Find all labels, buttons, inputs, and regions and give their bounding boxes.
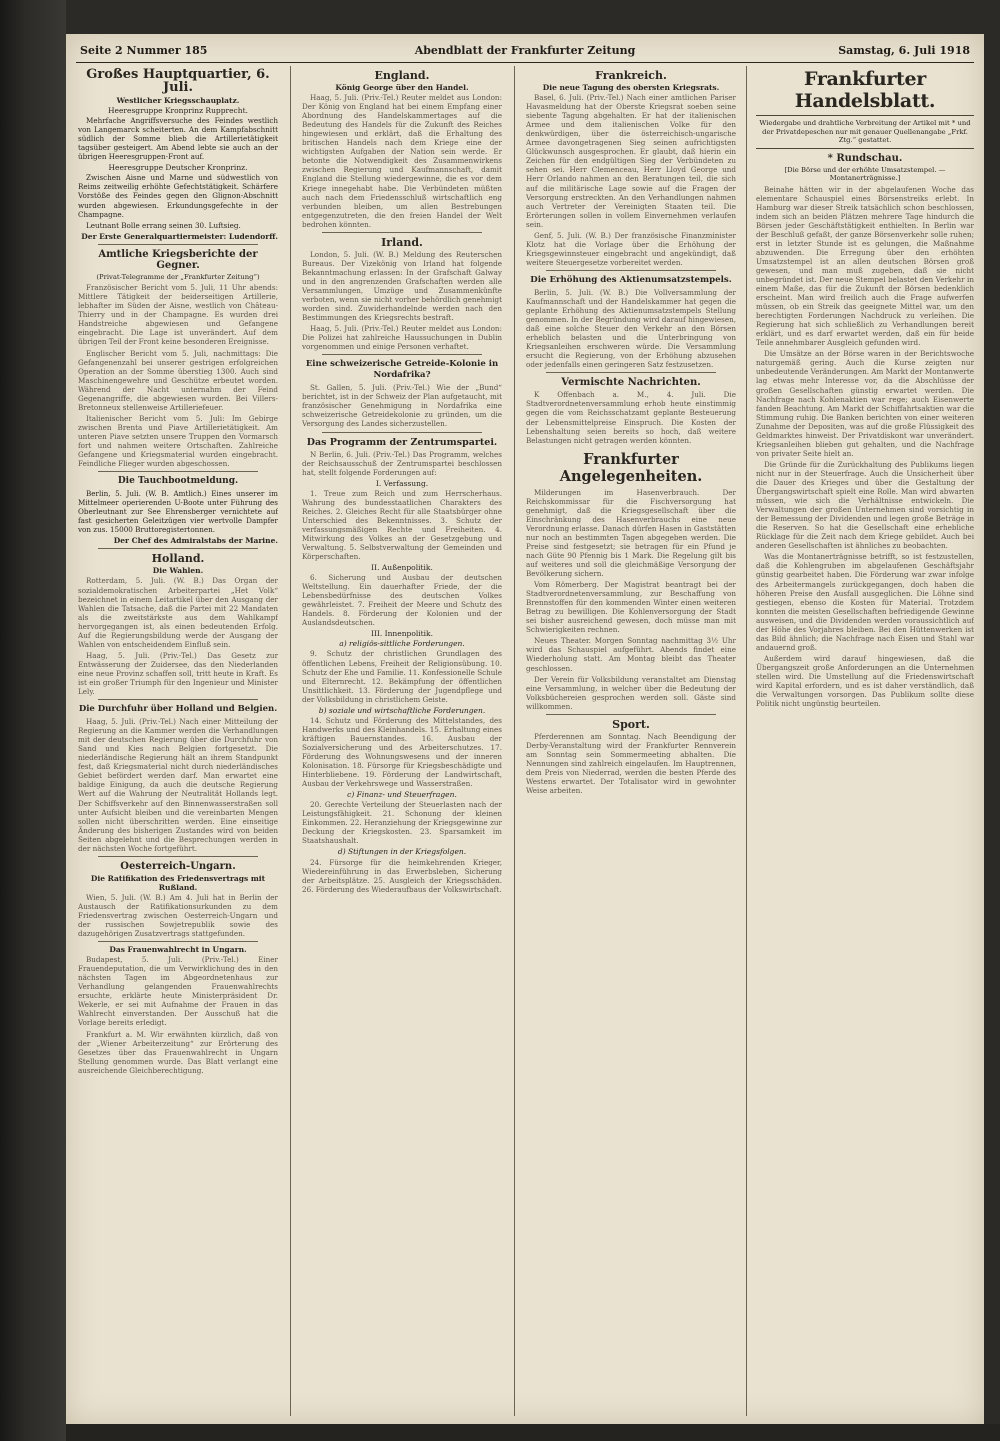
book-binding: [0, 0, 66, 1441]
section-subhead: Heeresgruppe Kronprinz Rupprecht.: [108, 106, 248, 116]
article-headline: Oesterreich-Ungarn.: [120, 860, 236, 872]
article-headline: Holland.: [151, 552, 205, 566]
column-4: [756, 66, 974, 1416]
article-text: Rotterdam, 5. Juli. (W. B.) Das Organ der sozialdemokratischen Arbeiterpartei „Het Volk“ bezeichnet in einem Leitartikel über den Ausgang der Wahlen die Tatsache, daß die Partei mit 22 Mandaten als die zweitstärkste aus dem Wahlkampf hervorgegangen ist, als einen bedeutenden Erfolg. Auf die Regierungsbildung werde der Ausgang der Wahlen von entscheidendem Einfluß sein.: [78, 576, 278, 649]
signature: Der Erste Generalquartiermeister: Ludendorff.: [81, 231, 278, 241]
section-subhead: b) soziale und wirtschaftliche Forderungen.: [318, 705, 486, 715]
article-text: Englischer Bericht vom 5. Juli, nachmittags: Die Gefangenenzahl bei unserer gestrigen erfolgreichen Operation an der Somme überstieg 1300. Auch sind Maschinengewehre und Geschütze erbeutet worden. Während der Nacht unternahm der Feind Gegenangriffe, die abgewiesen wurden. Bei Villers-Bretonneux stellenweise Artilleriefeuer.: [78, 348, 278, 412]
article-text: Die Umsätze an der Börse waren in der Berichtswoche naturgemäß gering. Auch die Kurse zeigten nur unbedeutende Veränderungen. Am Markt der Montanwerte lag etwas mehr Interesse vor, da die Abschlüsse der großen Gesellschaften günstig erwartet werden. Die Nachfrage nach Kohlenaktien war rege; auch Eisenwerte fanden Beachtung. Am Markt der Schiffahrtsaktien war die Stimmung ruhig. Die Banken berichten von einer weiteren Zunahme der Depositen, was auf die große Flüssigkeit des Geldmarktes hinweist. Der Privatdiskont war unverändert. Kriegsanleihen blieben gut gehalten, und die Nachfrage von privater Seite hielt an.: [756, 349, 974, 458]
section-subhead: Heeresgruppe Deutscher Kronprinz.: [108, 163, 248, 173]
divider: [98, 244, 258, 245]
article-headline: * Rundschau.: [827, 152, 903, 164]
article-headline: Die Tauchbootmeldung.: [117, 476, 239, 487]
article-subhead: (Privat-Telegramme der „Frankfurter Zeitung“): [96, 272, 260, 281]
newspaper-page: [66, 34, 984, 1424]
article-text: Wien, 5. Juli. (W. B.) Am 4. Juli hat in Berlin der Austausch der Ratifikationsurkunden zu dem Friedensvertrag zwischen Oesterreich-Ungarn und der russischen Sowjetrepublik sowie des dazugehörigen Zusatzvertrags stattgefunden.: [78, 892, 278, 939]
divider: [546, 714, 716, 715]
article-headline: Eine schweizerische Getreide-Kolonie in Nordafrika?: [305, 359, 499, 381]
article-text: 1. Treue zum Reich und zum Herrscherhaus. Wahrung des bundesstaatlichen Charakters des Reiches. 2. Gleiches Recht für alle Staatsbürger ohne Unterschied des Bekenntnisses. 3. Schutz der verfassungsmäßigen Rechte und Freiheiten. 4. Mitwirkung des Volkes an der Gesetzgebung und Verwaltung. 5. Selbstverwaltung der Gemeinden und Körperschaften.: [302, 488, 502, 562]
article-headline: Irland.: [381, 235, 423, 249]
section-subhead: Die Wahlen.: [152, 566, 204, 576]
section-subhead: Die Ratifikation des Friedensvertrags mit Rußland.: [90, 873, 266, 892]
article-text: Milderungen im Hasenverbrauch. Der Reichskommissar für die Fischversorgung hat genehmigt, daß die Kriegsgesellschaft über die Einschränkung des Hasenverbrauchs eine neue Verordnung erlasse. Danach dürfen Hasen in Gaststätten nur noch an bestimmten Tagen abgegeben werden. Die Preise sind festgesetzt; sie betragen für ein Pfund je nach Güte 90 Pfennig bis 1 Mark. Die Regelung gilt bis auf weiteres und soll die gleichmäßige Versorgung der Bevölkerung sichern.: [526, 487, 736, 579]
divider: [546, 372, 716, 373]
signature: Der Chef des Admiralstabs der Marine.: [113, 536, 278, 546]
article-text: Haag, 5. Juli. (Priv.-Tel.) Reuter meldet aus London: Der König von England hat bei einem Empfang einer Abordnung des Handelskammertages auf die Bedeutung des Handels für die Zukunft des Reiches hingewiesen und erklärt, daß die Erhaltung des britischen Handels nach dem Kriege eine der wichtigsten Aufgaben der Nation sein werde. Er betonte die Notwendigkeit des Zusammenwirkens zwischen Regierung und Kaufmannschaft, damit England die Stellung wiedergewinne, die es vor dem Kriege innegehabt habe. Die Verbündeten müßten auch nach dem Friedensschluß wirtschaftlich eng verbunden bleiben, um allen Bestrebungen entgegenzutreten, die den freien Handel der Welt bedrohen könnten.: [302, 93, 502, 229]
divider: [322, 354, 482, 355]
divider: [756, 148, 974, 149]
section-subhead: d) Stiftungen in der Kriegsfolgen.: [337, 847, 467, 857]
article-text: Beinahe hätten wir in der abgelaufenen Woche das elementare Schauspiel eines Börsenstreiks erlebt. In Hamburg war dieser Streik tatsächlich schon beschlossen, indem sich an beiden Plätzen mehrere Tage hindurch die Börsen jeder Geschäftstätigkeit enthielten. In Berlin war der Beschluß gefaßt, der ganze Börsenverkehr solle ruhen; erst in letzter Stunde ist es gelungen, die Maßnahme abzuwenden. Die Erregung über den erhöhten Umsatzstempel ist an allen deutschen Börsen groß gewesen, und man muß zugeben, daß sie nicht unbegründet ist. Der neue Stempel belastet den Verkehr in einem Maße, das für die Zukunft der Börsen bedenklich erscheint. Man wird freilich auch die Frage aufwerfen müssen, ob ein Streik das geeignete Mittel war, um den berechtigten Forderungen Nachdruck zu verleihen. Die Regierung hat sich schließlich zu Verhandlungen bereit erklärt, und es darf erwartet werden, daß ein für beide Teile annehmbarer Ausgleich gefunden wird.: [756, 184, 974, 348]
divider: [322, 232, 482, 233]
article-headline: Die Erhöhung des Aktienumsatzstempels.: [530, 274, 732, 285]
section-subhead: Die neue Tagung des obersten Kriegsrats.: [542, 83, 720, 92]
article-text: N Berlin, 6. Juli. (Priv.-Tel.) Das Programm, welches der Reichsausschuß der Zentrumspartei beschlossen hat, stellt folgende Forderungen auf:: [302, 449, 502, 477]
masthead: Abendblatt der Frankfurter Zeitung: [414, 44, 636, 57]
issue-date: Samstag, 6. Juli 1918: [838, 44, 970, 57]
article-text: Frankfurt a. M. Wir erwähnten kürzlich, daß von der „Wiener Arbeiterzeitung“ zur Erörterung des Gesetzes über das Frauenwahlrecht in Ungarn Stellung genommen wurde. Das Blatt verlangt eine ausreichende Gleichberechtigung.: [78, 1029, 278, 1075]
article-headline: Sport.: [612, 717, 650, 731]
page-number: Seite 2 Nummer 185: [80, 44, 208, 57]
article-text: Basel, 6. Juli. (Priv.-Tel.) Nach einer amtlichen Pariser Havasmeldung hat der Oberste Kriegsrat soeben seine siebente Tagung abgehalten. Er hat der italienischen Armee und dem italienischen Volke für den denkwürdigen, über die österreichisch-ungarische Armee davongetragenen Sieg seinen aufrichtigsten Glückwunsch ausgesprochen. Er glaubt, daß hierin ein Zeichen für den endgültigen Sieg der Verbündeten zu sehen sei. Herr Clemenceau, Herr Lloyd George und Herr Orlando nahmen an den Beratungen teil, die sich auf die militärische Lage sowie auf die Fragen der Versorgung erstreckten. An den Verhandlungen nahmen auch Vertreter der Vereinigten Staaten teil. Die Erörterungen sollen in vollem Einvernehmen verlaufen sein.: [526, 93, 736, 229]
article-headline: Amtliche Kriegsberichte der Gegner.: [98, 248, 258, 271]
article-text: 6. Sicherung und Ausbau der deutschen Weltstellung. Ein dauerhafter Friede, der die Lebensbedürfnisse des deutschen Volkes gewährleistet. 7. Freiheit der Meere und Schutz des Handels. 8. Förderung der Kolonien und der Auslandsdeutschen.: [302, 573, 502, 628]
divider: [98, 471, 258, 472]
article-text: Leutnant Bolle errang seinen 30. Luftsieg.: [86, 220, 241, 230]
article-text: 24. Fürsorge für die heimkehrenden Krieger, Wiedereinführung in das Erwerbsleben, Sicherung der Arbeitsplätze. 25. Ausgleich der Kriegsschäden. 26. Förderung des Wiederaufbaus der Volkswirtschaft.: [302, 857, 502, 894]
article-text: K Offenbach a. M., 4. Juli. Die Stadtverordnetenversammlung erhob heute einstimmig gegen die vom Reichsschatzamt geplante Besteuerung der Lebensmittelpreise Einspruch. Die Kosten der Lebenshaltung seien bereits so hoch, daß weitere Belastungen nicht getragen werden könnten.: [526, 390, 736, 445]
divider: [756, 115, 974, 116]
article-text: 9. Schutz der christlichen Grundlagen des öffentlichen Lebens, Freiheit der Religionsübung. 10. Schutz der Ehe und Familie. 11. Konfessionelle Schule und Elternrecht. 12. Bekämpfung der öffentlichen Unsittlichkeit. 13. Förderung der Jugendpflege und der Volksbildung in christlichem Geiste.: [302, 649, 502, 704]
section-subhead: Westlicher Kriegsschauplatz.: [116, 96, 240, 105]
section-subhead: a) religiös-sittliche Forderungen.: [339, 639, 465, 649]
article-text: Berlin, 5. Juli. (W. B. Amtlich.) Eines unserer im Mittelmeer operierenden U-Boote unter Führung des Oberleutnant zur See Ehrensberger vernichtete auf fast gesicherten Geleitzügen vier wertvolle Dampfer von zus. 15000 Bruttoregistertonnen.: [78, 489, 278, 535]
copyright-note: Wiedergabe und drahtliche Verbreitung der Artikel mit * und der Privatdepeschen nur mit genauer Quellenangabe „Frkf. Ztg.“ gestattet.: [759, 119, 971, 144]
article-text: Mehrfache Angriffsversuche des Feindes westlich von Langemarck scheiterten. An dem Kampfabschnitt südlich der Somme blieb die Artillerietätigkeit tagsüber gesteigert. Am Abend lebte sie auch an der übrigen Heeresgruppen-Front auf.: [78, 116, 278, 162]
article-text: Haag, 5. Juli. (Priv.-Tel.) Reuter meldet aus London: Die Polizei hat zahlreiche Haussuchungen in Dublin vorgenommen und einige Personen verhaftet.: [302, 324, 502, 352]
article-text: Haag, 5. Juli. (Priv.-Tel.) Nach einer Mitteilung der Regierung an die Kammer werden die Verhandlungen mit der deutschen Regierung über die Durchfuhr von Sand und Kies nach Belgien fortgesetzt. Die niederländische Regierung hält an ihrem Standpunkt fest, daß Kriegsmaterial nicht durch niederländisches Gebiet befördert werden darf. Man erwartet eine baldige Einigung, da auch die deutsche Regierung Wert auf die Wahrung der Neutralität Hollands legt. Der Schiffsverkehr auf den Binnenwasserstraßen soll unter Aufsicht bleiben und die vereinbarten Mengen sollen nicht überschritten werden. Eine einseitige Änderung des bisherigen Zustandes wird von beiden Seiten abgelehnt und die Besprechungen werden in der nächsten Woche fortgeführt.: [78, 717, 278, 853]
article-text: Außerdem wird darauf hingewiesen, daß die Übergangszeit große Anforderungen an die Unternehmen stellen wird. Die Umstellung auf die Friedenswirtschaft wird Kapital erfordern, und es ist daher verständlich, daß die Verwaltungen vorsorgen. Das Publikum sollte diese Politik nicht ungünstig beurteilen.: [756, 653, 974, 709]
article-text: Zwischen Aisne und Marne und südwestlich von Reims zeitweilig erhöhte Gefechtstätigkeit. Schärfere Vorstöße des Feindes gegen den Glignon-Abschnitt wurden abgewiesen. Erkundungsgefechte in der Champagne.: [78, 173, 278, 219]
article-text: Genf, 5. Juli. (W. B.) Der französische Finanzminister Klotz hat die Vorlage über die Erhöhung der Kriegsgewinnsteuer eingebracht und angekündigt, daß weitere Steuergesetze vorbereitet werden.: [526, 230, 736, 267]
column-3: [526, 66, 736, 1416]
section-subhead: Das Frauenwahlrecht in Ungarn.: [109, 945, 247, 955]
article-text: Budapest, 5. Juli. (Priv.-Tel.) Einer Frauendeputation, die um Verwirklichung des in den nächsten Tagen im Abgeordnetenhaus zur Verhandlung gelangenden Frauenwahlrechts ersuchte, erklärte heute Ministerpräsident Dr. Wekerle, er sei mit Aufnahme der Frauen in das Wahlrecht einverstanden. Der Ausschuß hat die Vorlage bereits erledigt.: [78, 955, 278, 1028]
article-text: Was die Montanerträgnisse betrifft, so ist festzustellen, daß die Kohlengruben im abgelaufenen Geschäftsjahr günstig gearbeitet haben. Die Förderung war zwar infolge des Arbeitermangels zurückgegangen, doch haben die höheren Preise den Ausfall ausgeglichen. Die Löhne sind gestiegen, ebenso die Kosten für Material. Trotzdem konnten die meisten Gesellschaften befriedigende Gewinne ausweisen, und die Dividenden werden voraussichtlich auf der Höhe des Vorjahres bleiben. Bei den Hüttenwerken ist das Bild ähnlich; die Nachfrage nach Eisen und Stahl war andauernd groß.: [756, 552, 974, 652]
section-headline: Frankfurter Angelegenheiten.: [559, 450, 703, 485]
article-headline: Das Programm der Zentrumspartei.: [306, 436, 498, 448]
article-headline: Großes Hauptquartier, 6. Juli.: [86, 67, 270, 95]
column-rule: [514, 66, 515, 1416]
article-headline: England.: [374, 69, 430, 82]
article-headline: Vermischte Nachrichten.: [561, 377, 701, 389]
column-rule: [746, 66, 747, 1416]
article-text: Haag, 5. Juli. (Priv.-Tel.) Das Gesetz zur Entwässerung der Zuidersee, das den Niederlanden eine neue Provinz schaffen soll, tritt heute in Kraft. Es ist ein großer Triumph für den Ingenieur und Minister Lely.: [78, 650, 278, 697]
article-text: Italienischer Bericht vom 5. Juli: Im Gebirge zwischen Brenta und Piave Artillerietätigkeit. Am unteren Piave setzten unsere Truppen den Vormarsch fort und nahmen weitere Ortschaften. Zahlreiche Gefangene und Kriegsmaterial wurden eingebracht. Feindliche Flieger wurden abgeschossen.: [78, 413, 278, 469]
article-subhead: [Die Börse und der erhöhte Umsatzstempel. — Montanerträgnisse.]: [784, 165, 946, 182]
article-headline: Die Durchfuhr über Holland und Belgien.: [78, 704, 278, 715]
article-text: St. Gallen, 5. Juli. (Priv.-Tel.) Wie der „Bund“ berichtet, ist in der Schweiz der Plan aufgetaucht, mit französischer Genehmigung in Nordafrika eine schweizerische Getreidekolonie zu gründen, um die Versorgung des Landes sicherzustellen.: [302, 383, 502, 429]
article-text: Vom Römerberg. Der Magistrat beantragt bei der Stadtverordnetenversammlung, zur Beschaffung von Brennstoffen für den kommenden Winter einen weiteren Betrag zu bewilligen. Die Kohlenversorgung der Stadt sei bisher ausreichend gewesen, doch müsse man mit Schwierigkeiten rechnen.: [526, 580, 736, 635]
article-text: Französischer Bericht vom 5. Juli, 11 Uhr abends: Mittlere Tätigkeit der beiderseitigen Artillerie, lebhafter im Süden der Aisne, westlich von Château-Thierry und in der Champagne. Es wurden drei Handstreiche abgewiesen und Gefangene eingebracht. Die Lage ist unverändert. Auf dem übrigen Teil der Front keine besonderen Ereignisse.: [78, 283, 278, 347]
section-subhead: I. Verfassung.: [375, 478, 429, 488]
section-subhead: König George über den Handel.: [335, 83, 469, 92]
article-text: Pferderennen am Sonntag. Nach Beendigung der Derby-Veranstaltung wird der Frankfurter Rennverein am Sonntag sein Sommermeeting abhalten. Die Nennungen sind zahlreich eingelaufen. Im Hauptrennen, dem Preis von Niederrad, werden die besten Pferde des Westens erwartet. Der Totalisator wird in gewohnter Weise arbeiten.: [526, 731, 736, 796]
divider: [322, 432, 482, 433]
section-subhead: III. Innenpolitik.: [370, 629, 433, 639]
article-text: London, 5. Juli. (W. B.) Meldung des Reuterschen Bureaus. Der Vizekönig von Irland hat folgende Bekanntmachung erlassen: In der Grafschaft Galway und in den angrenzenden Grafschaften werden alle Versammlungen, Umzüge und Zusammenkünfte verboten, wenn sie nicht vorher behördlich genehmigt worden sind. Zuwiderhandelnde werden nach den Bestimmungen des Kriegsrechts bestraft.: [302, 249, 502, 323]
article-headline: Frankreich.: [595, 69, 667, 82]
divider: [546, 270, 716, 271]
article-text: Die Gründe für die Zurückhaltung des Publikums liegen nicht nur in der Steuerfrage. Auch die Unsicherheit über die Dauer des Krieges und über die Gestaltung der Übergangswirtschaft spielt eine Rolle. Man wird abwarten müssen, wie sich die Verhältnisse entwickeln. Die Verwaltungen der großen Unternehmen sind vorsichtig in der Bemessung der Dividenden und legen große Beträge in die Reserven. So hat die Gesellschaft eine erhebliche Rücklage für die Zeit nach dem Kriege gebildet. Auch bei anderen Gesellschaften ist ähnliches zu beobachten.: [756, 459, 974, 551]
scan-border: [66, 1424, 1000, 1441]
divider: [98, 548, 258, 549]
article-text: Neues Theater. Morgen Sonntag nachmittag 3½ Uhr wird das Schauspiel aufgeführt. Abends findet eine Wiederholung statt. Am Montag bleibt das Theater geschlossen.: [526, 636, 736, 673]
divider: [98, 941, 258, 942]
section-title: Frankfurter Handelsblatt.: [794, 68, 936, 112]
article-text: Berlin, 5. Juli. (W. B.) Die Vollversammlung der Kaufmannschaft und der Handelskammer hat gegen die geplante Erhöhung des Aktienumsatzstempels Stellung genommen. In der Begründung wird darauf hingewiesen, daß eine solche Steuer den Verkehr an den Börsen erheblich belasten und die Unterbringung von Kriegsanleihen erschweren würde. Die Versammlung ersucht die Regierung, von der Erhöhung abzusehen oder jedenfalls einen geringeren Satz festzusetzen.: [526, 287, 736, 370]
column-rule: [290, 66, 291, 1416]
article-text: 14. Schutz und Förderung des Mittelstandes, des Handwerks und des Kleinhandels. 15. Erhaltung eines kräftigen Bauernstandes. 16. Ausbau der Sozialversicherung und des Arbeiterschutzes. 17. Förderung des Wohnungswesens und der inneren Kolonisation. 18. Fürsorge für Kriegsbeschädigte und Hinterbliebene. 19. Förderung der Landwirtschaft, Ausbau der Verkehrswege und Wasserstraßen.: [302, 715, 502, 789]
section-subhead: c) Finanz- und Steuerfragen.: [347, 790, 457, 800]
divider: [98, 699, 258, 700]
article-text: 20. Gerechte Verteilung der Steuerlasten nach der Leistungsfähigkeit. 21. Schonung der kleinen Einkommen. 22. Heranziehung der Kriegsgewinne zur Deckung der Kriegskosten. 23. Sparsamkeit im Staatshaushalt.: [302, 800, 502, 846]
section-subhead: II. Außenpolitik.: [371, 563, 433, 573]
page-header: [76, 40, 974, 63]
column-1: [78, 66, 278, 1416]
divider: [98, 856, 258, 857]
column-2: [302, 66, 502, 1416]
article-text: Der Verein für Volksbildung veranstaltet am Dienstag eine Versammlung, in welcher über die Bedeutung der Volksbüchereien gesprochen werden soll. Gäste sind willkommen.: [526, 674, 736, 711]
